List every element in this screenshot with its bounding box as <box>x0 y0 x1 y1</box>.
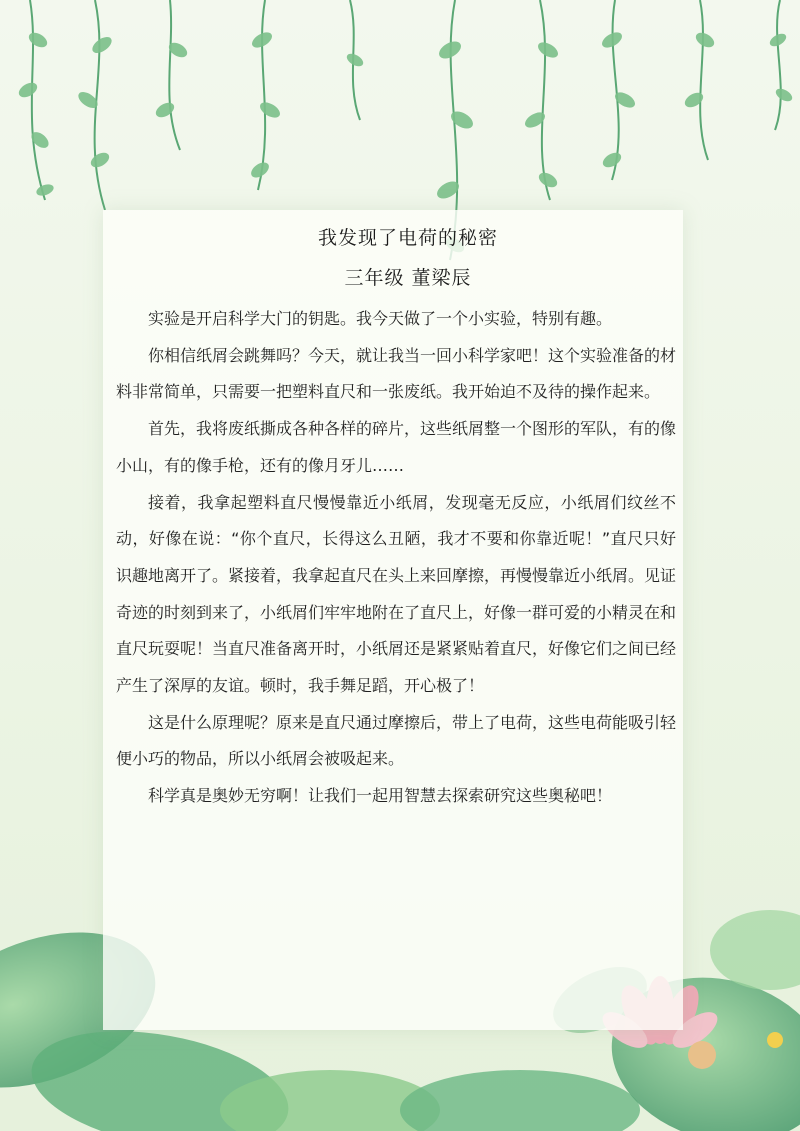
paragraph: 你相信纸屑会跳舞吗？今天，就让我当一回小科学家吧！这个实验准备的材料非常简单，只需要一把塑料直尺和一张废纸。我开始迫不及待的操作起来。 <box>116 345 677 402</box>
document-body <box>116 301 676 815</box>
small-flower <box>767 1032 783 1048</box>
paragraph: 实验是开启科学大门的钥匙。我今天做了一个小实验，特别有趣。 <box>148 309 613 328</box>
paragraph: 科学真是奥妙无穷啊！让我们一起用智慧去探索研究这些奥秘吧！ <box>148 786 613 806</box>
paragraph: 这是什么原理呢？原来是直尺通过摩擦后，带上了电荷，这些电荷能吸引轻便小巧的物品，所以小纸屑会被吸起来。 <box>116 712 677 769</box>
document-author: 三年级 董梁辰 <box>344 267 472 289</box>
paragraph: 首先，我将废纸撕成各种各样的碎片，这些纸屑整一个图形的军队，有的像小山，有的像手枪，还有的像月牙儿…… <box>116 419 677 475</box>
paragraph: 接着，我拿起塑料直尺慢慢靠近小纸屑，发现毫无反应，小纸屑们纹丝不动，好像在说：“你个直尺，长得这么丑陋，我才不要和你靠近呢！”直尺只好识趣地离开了。紧接着，我拿起直尺在头上来回摩擦，再慢慢靠近小纸屑。见证奇迹的时刻到来了，小纸屑们牢牢地附在了直尺上，好像一群可爱的小精灵在和直尺玩耍呢！当直尺准备离开时，小纸屑还是紧紧贴着直尺，好像它们之间已经产生了深厚的友谊。顿时，我手舞足蹈，开心极了！ <box>116 492 677 696</box>
lotus-pod <box>688 1041 716 1069</box>
document-title: 我发现了电荷的秘密 <box>317 227 498 249</box>
